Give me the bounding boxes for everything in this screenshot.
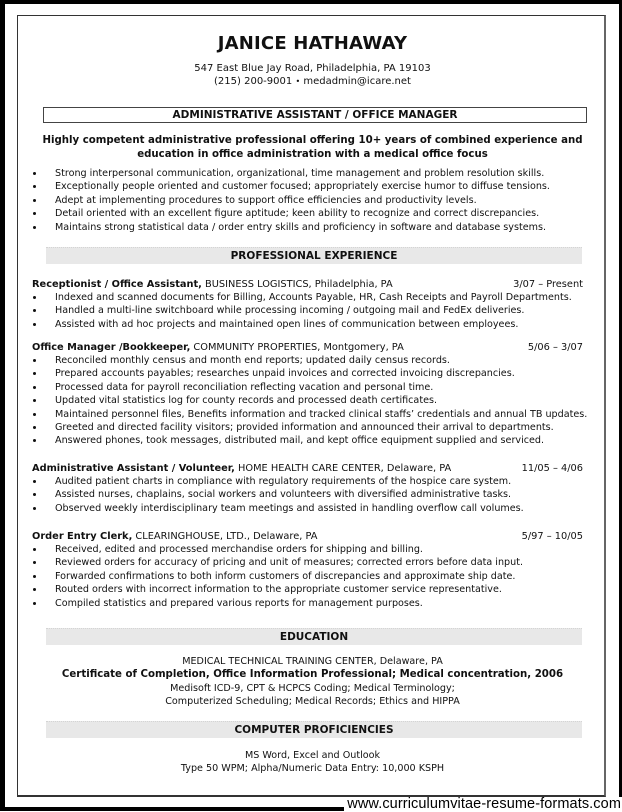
list-item — [32, 434, 587, 447]
bullet-icon — [33, 399, 36, 402]
job-role: Administrative Assistant / Volunteer, — [32, 463, 235, 474]
computer-line-1: MS Word, Excel and Outlook — [244, 750, 381, 761]
bullet-icon — [33, 199, 36, 202]
section-heading-experience: PROFESSIONAL EXPERIENCE — [46, 247, 582, 264]
list-item-text: Exceptionally people oriented and customer focused; appropriately exercise humor to diffuse tensions. — [55, 181, 550, 193]
job-employer: CLEARINGHOUSE, LTD., Delaware, PA — [132, 531, 318, 542]
list-item — [32, 408, 587, 421]
list-item — [32, 394, 587, 407]
list-item — [32, 291, 572, 304]
bullet-icon — [33, 359, 36, 362]
summary-line-2: education in office administration with a medical office focus — [137, 149, 488, 160]
summary-line-1: Highly competent administrative professional offering 10+ years of combined experience and — [42, 135, 583, 146]
bullet-separator-icon: • — [295, 77, 301, 86]
list-item — [32, 194, 550, 207]
bullet-icon — [33, 480, 36, 483]
job-header — [32, 530, 583, 543]
list-item — [32, 583, 523, 596]
phone: (215) 200-9001 — [214, 76, 293, 87]
section-heading-education: EDUCATION — [46, 628, 582, 645]
contact-line — [18, 75, 607, 88]
list-item — [32, 318, 572, 331]
watermark-link[interactable]: www.curriculumvitae-resume-formats.com — [344, 797, 622, 811]
list-item-text: Received, edited and processed merchandise orders for shipping and billing. — [55, 544, 423, 555]
job-role: Order Entry Clerk, — [32, 531, 133, 542]
resume-page — [17, 15, 606, 797]
list-item-text: Assisted with ad hoc projects and maintained open lines of communication between employees. — [55, 318, 519, 330]
job-employer: HOME HEALTH CARE CENTER, Delaware, PA — [234, 463, 452, 474]
list-item-text: Assisted nurses, chaplains, social workers and volunteers with diversified administrative tasks. — [55, 489, 512, 501]
list-item — [32, 570, 523, 583]
list-item — [32, 381, 587, 394]
bullet-icon — [33, 602, 36, 605]
bullet-icon — [33, 226, 36, 229]
list-item-text: Maintained personnel files, Benefits information and tracked clinical staffs’ credentials and annual TB updates. — [55, 408, 588, 420]
email-link[interactable]: medadmin@icare.net — [303, 76, 411, 87]
list-item-text: Handled a multi-line switchboard while processing incoming / outgoing mail and FedEx deliveries. — [55, 305, 525, 317]
bullet-icon — [33, 323, 36, 326]
list-item-text: Forwarded confirmations to both inform customers of discrepancies and approximate ship date. — [55, 570, 516, 582]
bullet-icon — [33, 507, 36, 510]
list-item — [32, 167, 550, 180]
list-item — [32, 488, 524, 501]
job-header — [32, 278, 583, 291]
bullet-icon — [33, 426, 36, 429]
list-item — [32, 475, 524, 488]
list-item-text: Adept at implementing procedures to support office efficiencies and productivity levels. — [55, 194, 477, 206]
list-item — [32, 502, 524, 515]
list-item — [32, 221, 550, 234]
list-item-text: Greeted and directed facility visitors; provided information and announced their arrival to departments. — [55, 422, 554, 434]
list-item-text: Updated vital statistics log for county records and processed death certificates. — [55, 395, 438, 407]
bullet-icon — [33, 493, 36, 496]
education-credential: Certificate of Completion, Office Information Professional; Medical concentration, 2006 — [61, 669, 564, 680]
list-item-text: Prepared accounts payables; researches unpaid invoices and corrected invoicing discrepancies. — [55, 368, 515, 380]
list-item — [32, 180, 550, 193]
list-item-text: Reviewed orders for accuracy of pricing and unit of measures; corrected errors before data input. — [55, 557, 524, 569]
list-item-text: Audited patient charts in compliance with regulatory requirements of the hospice care system. — [55, 476, 512, 487]
bullet-icon — [33, 561, 36, 564]
bullet-icon — [33, 172, 36, 175]
job-dates: 3/07 – Present — [513, 279, 583, 290]
job-employer: BUSINESS LOGISTICS, Philadelphia, PA — [201, 279, 393, 290]
job-role: Office Manager /Bookkeeper, — [32, 342, 191, 353]
job-bullets — [32, 354, 587, 448]
summary-statement — [28, 134, 597, 162]
list-item-text: Processed data for payroll reconciliation reflecting vacation and personal time. — [55, 381, 434, 393]
bullet-icon — [33, 386, 36, 389]
bullet-icon — [33, 309, 36, 312]
list-item — [32, 597, 523, 610]
summary-bullets — [32, 167, 550, 234]
education-courses-1: Medisoft ICD-9, CPT & HCPCS Coding; Medical Terminology; — [170, 683, 455, 694]
list-item-text: Compiled statistics and prepared various reports for management purposes. — [55, 597, 423, 609]
job-role: Receptionist / Office Assistant, — [32, 279, 202, 290]
list-item-text: Strong interpersonal communication, organizational, time management and problem resolution skills. — [55, 168, 545, 179]
job-dates: 5/97 – 10/05 — [521, 531, 583, 542]
education-courses-2: Computerized Scheduling; Medical Records; Ethics and HIPPA — [165, 696, 460, 707]
list-item-text: Detail oriented with an excellent figure aptitude; keen ability to recognize and correct discrepancies. — [55, 208, 540, 220]
list-item-text: Routed orders with incorrect information to the appropriate customer service representative. — [55, 584, 502, 596]
bullet-icon — [33, 413, 36, 416]
list-item — [32, 207, 550, 220]
job-header — [32, 341, 583, 354]
list-item — [32, 543, 523, 556]
objective-title: ADMINISTRATIVE ASSISTANT / OFFICE MANAGER — [43, 107, 587, 123]
bullet-icon — [33, 575, 36, 578]
list-item-text: Answered phones, took messages, distributed mail, and kept office equipment supplied and serviced. — [55, 435, 545, 447]
list-item — [32, 354, 587, 367]
job-bullets — [32, 291, 572, 331]
list-item-text: Observed weekly interdisciplinary team meetings and assisted in handling overflow call volumes. — [55, 502, 524, 514]
candidate-name: JANICE HATHAWAY — [217, 33, 408, 54]
bullet-icon — [33, 439, 36, 442]
bullet-icon — [33, 185, 36, 188]
list-item — [32, 304, 572, 317]
bullet-icon — [33, 296, 36, 299]
bullet-icon — [33, 588, 36, 591]
job-dates: 5/06 – 3/07 — [527, 342, 583, 353]
bullet-icon — [33, 212, 36, 215]
list-item — [32, 556, 523, 569]
section-heading-computer: COMPUTER PROFICIENCIES — [46, 721, 582, 738]
computer-line-2: Type 50 WPM; Alpha/Numeric Data Entry: 10,000 KSPH — [180, 763, 445, 774]
list-item-text: Reconciled monthly census and month end reports; updated daily census records. — [55, 355, 450, 366]
list-item-text: Indexed and scanned documents for Billing, Accounts Payable, HR, Cash Receipts and Payroll Departments. — [55, 292, 572, 303]
job-bullets — [32, 543, 523, 610]
list-item — [32, 421, 587, 434]
list-item-text: Maintains strong statistical data / order entry skills and proficiency in software and database systems. — [55, 221, 547, 233]
job-bullets — [32, 475, 524, 515]
job-header — [32, 462, 583, 475]
bullet-icon — [33, 548, 36, 551]
job-dates: 11/05 – 4/06 — [521, 463, 583, 474]
job-employer: COMMUNITY PROPERTIES, Montgomery, PA — [190, 342, 404, 353]
address: 547 East Blue Jay Road, Philadelphia, PA 19103 — [194, 63, 431, 74]
bullet-icon — [33, 372, 36, 375]
education-school: MEDICAL TECHNICAL TRAINING CENTER, Delaware, PA — [182, 656, 443, 667]
list-item — [32, 367, 587, 380]
